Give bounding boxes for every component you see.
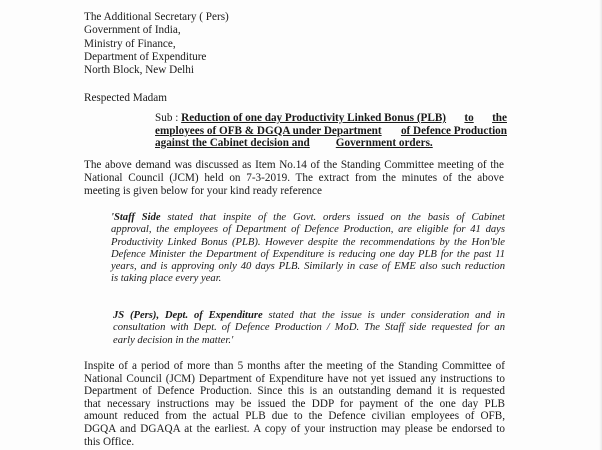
paragraph-line: National Council (JCM) held on 7-3-2019. The extract from the minutes of the above: [84, 171, 504, 184]
subject-text: to: [464, 112, 474, 124]
paragraph-line: Defence Minister the Department of Expenditure is reducing one day PLB for the past 11: [111, 248, 505, 260]
subject-line: [155, 125, 507, 138]
paragraph-meeting-reference: [84, 159, 504, 197]
speaker-label: 'Staff Side: [111, 212, 161, 223]
subject-text: the: [492, 112, 507, 124]
paragraph-line: meeting is given below for your kind ready reference: [84, 184, 322, 197]
speaker-label: JS (Pers), Dept. of Expenditure: [113, 310, 263, 321]
address-line: Ministry of Finance,: [84, 37, 176, 50]
minutes-extract-staff-side: [111, 212, 505, 286]
quote-text: stated that inspite of the Govt. orders issued on the basis of Cabinet: [160, 212, 505, 223]
address-line: Department of Expenditure: [84, 50, 207, 63]
paragraph-line: [111, 212, 505, 224]
address-line: The Additional Secretary ( Pers): [84, 11, 229, 23]
paragraph-line: DGQA and DGAQA at the earliest. A copy of your instruction may please be endorsed to: [84, 422, 505, 435]
address-line: Government of India,: [84, 24, 181, 37]
quote-text: stated that the issue is under consideration and in: [262, 310, 505, 321]
paragraph-line: consultation with Dept. of Defence Production / MoD. The Staff side requested for an: [113, 322, 505, 334]
paragraph-line: [113, 310, 505, 322]
subject-text: employees of OFB & DGQA under Department: [155, 124, 382, 137]
subject-text: Government orders.: [335, 137, 433, 150]
subject-line: [155, 137, 507, 150]
minutes-extract-js-reply: [113, 310, 505, 347]
paragraph-line: Department of Defence Production. Since this is an outstanding demand it is requested: [84, 385, 505, 398]
subject-text: Reduction of one day Productivity Linked Bonus (PLB): [181, 112, 447, 124]
subject-text: against the Cabinet decision and: [155, 137, 310, 150]
salutation: Respected Madam: [84, 92, 167, 104]
subject-text: of Defence Production: [400, 124, 507, 137]
paragraph-line: The above demand was discussed as Item No.14 of the Standing Committee meeting of the: [84, 159, 504, 171]
paragraph-line: approval, the employees of Department of Defence Production, are eligible for 41 days: [111, 224, 505, 236]
address-line: North Block, New Delhi: [84, 64, 194, 77]
paragraph-line: early decision in the matter.': [113, 334, 234, 346]
paragraph-line: that necessary instructions may be issued the DDP for payment of the one day PLB: [84, 397, 505, 410]
paragraph-line: is taking place every year.: [111, 273, 222, 285]
paragraph-line: amount reduced from the actual PLB due to the Defence civilian employees of OFB,: [84, 410, 505, 423]
paragraph-line: Inspite of a period of more than 5 months after the meeting of the Standing Committee of: [84, 360, 505, 372]
subject-prefix: Sub :: [155, 112, 179, 124]
paragraph-request: [84, 360, 505, 448]
paragraph-line: years, and is approving only 40 days PLB. Similarly in case of EME also such reduction: [111, 261, 505, 273]
subject-line: [155, 112, 507, 125]
paragraph-line: Productivity Linked Bonus (PLB). However despite the recommendations by the Hon'ble: [111, 236, 505, 248]
paragraph-line: this Office.: [84, 435, 135, 448]
paragraph-line: National Council (JCM) Department of Expenditure have not yet issued any instructions to: [84, 372, 505, 385]
subject-block: [155, 112, 507, 150]
recipient-address: [84, 11, 229, 77]
